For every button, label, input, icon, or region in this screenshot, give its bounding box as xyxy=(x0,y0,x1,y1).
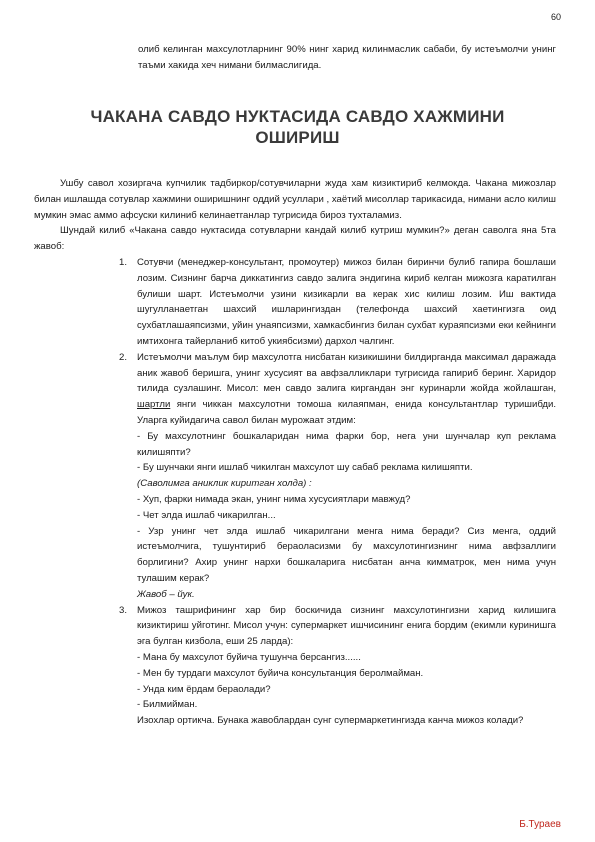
dialogue-line: Изохлар ортикча. Бунака жавоблардан сунг супермаркетингизда канча мижоз колади? xyxy=(137,715,524,727)
text-part: Истеъмолчи маълум бир махсулотга нисбатан кизикишини билдирганда максимал даражада аник жавоб беришга, унинг хусусият ва авфзалликлари тугрисида гапириб беринг. Харидор тилида сузлашинг. Мисол: мен савдо залига киргандан энг куринарли жойда жойлашган, xyxy=(137,351,556,395)
page-number: 60 xyxy=(550,12,561,22)
italic-remark: (Саволимга аниклик киритган холда) : xyxy=(137,478,312,490)
author-name: Б.Тураев xyxy=(519,819,561,830)
paragraph-2: Шундай килиб «Чакана савдо нуктасида сотувларни кандай килиб кутриш мумкин?» деган саволга яна 5та жавоб: xyxy=(34,225,556,253)
dialogue-line: - Унда ким ёрдам бераолади? xyxy=(137,683,271,695)
list-item-text: Мижоз ташрифининг хар бир боскичида сизнинг махсулотингизни харид килишига кизиктириш уйготинг. Мисол учун: супермаркет ишчисининг енига бордим (екимли куринишга эга булган кизбола, еши 25 ларда): xyxy=(137,604,556,648)
dialogue-line: - Мана бу махсулот буйича тушунча берсангиз...... xyxy=(137,651,361,663)
intro-paragraph: олиб келинган махсулотларнинг 90% нинг харид килинмаслик сабаби, бу истеъмолчи унинг таъми хакида хеч нимани билмаслигида. xyxy=(138,44,556,71)
paragraph-1: Ушбу савол хозиргача купчилик тадбиркор/сотувчиларни жуда хам кизиктириб келмокда. Чакана мижозлар билан ишлашда сотувлар хажмини оширишнинг оддий усуллари , хаётий мисоллар тарикасида, нимани асло килиш мумкин эмас аммо афсуски килиниб келинаетганлар тугрисида бироз тухталамиз. xyxy=(34,178,556,221)
dialogue-line: - Узр унинг чет элда ишлаб чикарилгани менга нима беради? Сиз менга, оддий истеъмолчига, тушунтириб бераоласизми бу махсулотингизнинг нима авфзаллиги борлигини? Ахир унинг нархи бошкаларига нисбатан анча кимматрок, мен нима учун тулашим керак? xyxy=(137,525,556,584)
answers-list xyxy=(34,255,556,729)
list-item-1 xyxy=(34,255,556,350)
text-part: янги чиккан махсулотни томоша килаяпман, енида консультантлар туришибди. Уларга куйидагича савол билан мурожаат этдим: xyxy=(137,399,556,426)
italic-answer: Жавоб – йук. xyxy=(137,588,195,600)
section-title: ЧАКАНА САВДО НУКТАСИДА САВДО ХАЖМИНИ ОШИРИШ xyxy=(90,107,505,147)
underlined-word: шартли xyxy=(137,399,171,411)
list-item-3 xyxy=(34,603,556,729)
list-item-text: Сотувчи (менеджер-консультант, промоутер) мижоз билан биринчи булиб гапира бошлаши лозим. Сизнинг барча диккатингиз савдо залига эндигина кириб келган мижозга каратилган булиши шарт. Истеъмолчи узини кизикарли ва керак хис килиш лозим. Иш вактида шугулланаетган шахсий ишларингиздан (телефонда шахсий хаетингизга оид сухбатлашаяпсизми, уйин унаяпсизми, хамкасбингиз билан сухбат кураяпсизми еки кейнинги имтихонга тайерланиб китоб укиябсизми) дархол чалгинг. xyxy=(137,256,556,347)
dialogue-line: - Чет элда ишлаб чикарилган... xyxy=(137,509,276,521)
body-text xyxy=(34,176,556,729)
dialogue-line: - Бу махсулотнинг бошкаларидан нима фарки бор, нега уни шунчалар куп реклама килишяпти? xyxy=(137,430,556,458)
list-number: 3. xyxy=(119,604,128,616)
list-item-2 xyxy=(34,350,556,603)
dialogue-line: - Хуп, фарки нимада экан, унинг нима хусусиятлари мавжуд? xyxy=(137,493,411,505)
dialogue-line: - Билмийман. xyxy=(137,699,198,711)
list-item-text xyxy=(137,350,556,429)
list-number: 1. xyxy=(119,256,128,268)
dialogue-line: - Мен бу турдаги махсулот буйича консультанция беролмайман. xyxy=(137,667,424,679)
list-number: 2. xyxy=(119,351,128,363)
dialogue-line: - Бу шунчаки янги ишлаб чикилган махсулот шу сабаб реклама килишяпти. xyxy=(137,462,473,474)
